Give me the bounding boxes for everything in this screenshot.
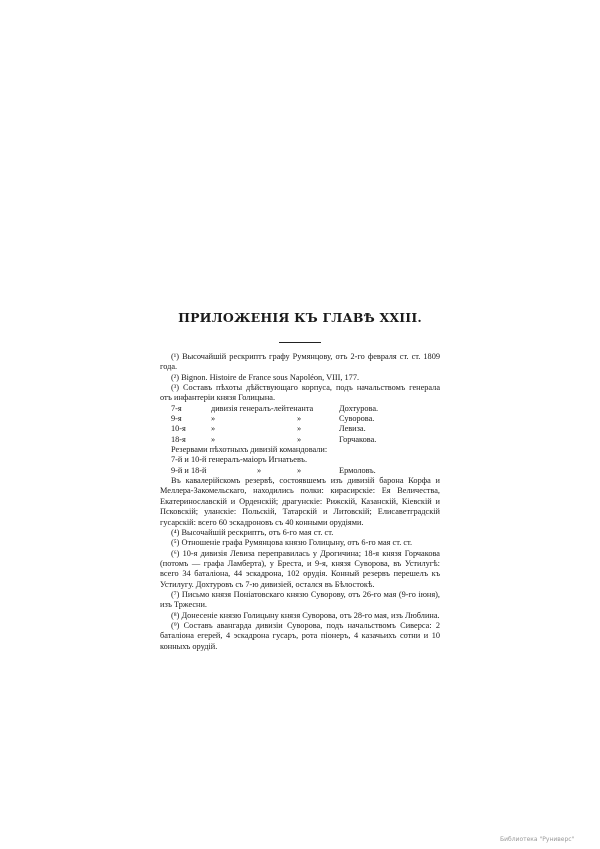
division-row xyxy=(160,424,440,434)
division-number: 9-я xyxy=(171,414,182,424)
division-number: 10-я xyxy=(171,424,186,434)
ditto-mark: » xyxy=(297,414,302,424)
notes-body xyxy=(160,352,440,652)
note-3: (³) Составъ пѣхоты дѣйствующаго корпуса, подъ начальствомъ генерала отъ инфантеріи князя Голицына. xyxy=(160,383,440,403)
note-6: (⁶) 10-я дивизія Левиза переправилась у Дрогичина; 18-я князя Горчакова (потомъ — графа Ламберта), у Бреста, и 9-я, князя Суворова, въ Устилугѣ: всего 34 баталіона, 44 эскадрона, 102 орудія. Конный резервъ перешелъ къ Устилугу. Дохтуровъ съ 7-ю дивизіей, остался въ Бѣлостокѣ. xyxy=(160,548,440,589)
library-watermark: Библиотека "Руниверс" xyxy=(500,836,575,843)
reserve-line: 7-й и 10-й генералъ-маіоръ Игнатьевъ. xyxy=(171,455,308,465)
division-commander: Левиза. xyxy=(339,424,366,434)
reserve-commander: Ермоловъ. xyxy=(339,465,376,475)
ditto-mark: » xyxy=(297,465,302,475)
note-5: (⁵) Отношеніе графа Румянцова князю Голицыну, отъ 6-го мая ст. ст. xyxy=(171,538,413,548)
ditto-mark: » xyxy=(297,434,302,444)
division-number: 7-я xyxy=(171,403,182,413)
title-rule xyxy=(279,342,321,343)
note-8: (⁸) Донесеніе князю Голицыну князя Суворова, отъ 28-го мая, изъ Люблина. xyxy=(171,610,440,620)
note-4: (⁴) Высочайшій рескриптъ, отъ 6-го мая ст. ст. xyxy=(171,527,334,537)
cavalry-paragraph: Въ кавалерійскомъ резервѣ, состоявшемъ изъ дивизій барона Корфа и Меллера-Закомельскаго, находились полки: кирасирскіе: Ея Величества, Екатеринославскій и Орденскій; драгунскіе: Рижскій, Казанскій, Кіевскій и Псковскій; уланскіе: Польскій, Татарскій и Литовскій; Елисаветградскій гусарскій: всего 60 эскадроновъ съ 40 конными орудіями. xyxy=(160,476,440,527)
division-row xyxy=(160,404,440,414)
note-9: (⁹) Составъ авангарда дивизіи Суворова, подъ начальствомъ Сиверса: 2 баталіона егерей, 4 эскадрона гусаръ, рота піонеръ, 4 казачьихъ сотни и 10 конныхъ орудій. xyxy=(160,620,440,651)
reserve-number: 9-й и 18-й xyxy=(171,465,207,475)
division-rank: дивизія генералъ-лейтенанта xyxy=(211,403,314,413)
division-number: 18-я xyxy=(171,434,186,444)
ditto-mark: » xyxy=(211,434,216,444)
ditto-mark: » xyxy=(211,424,216,434)
division-row xyxy=(160,435,440,445)
division-commander: Суворова. xyxy=(339,414,375,424)
note-2: (²) Bignon. Histoire de France sous Napoléon, VIII, 177. xyxy=(171,372,360,382)
note-7: (⁷) Письмо князя Поніатовскаго князю Суворову, отъ 26-го мая (9-го іюня), изъ Тржесни. xyxy=(160,589,440,610)
division-row xyxy=(160,414,440,424)
ditto-mark: » xyxy=(211,414,216,424)
reserve-row xyxy=(160,466,440,476)
reserve-heading: Резервами пѣхотныхъ дивизій командовали: xyxy=(171,445,328,455)
division-commander: Горчакова. xyxy=(339,434,377,444)
ditto-mark: » xyxy=(297,424,302,434)
note-1: (¹) Высочайшій рескриптъ графу Румянцову, отъ 2-го февраля ст. ст. 1809 года. xyxy=(160,352,440,372)
ditto-mark: » xyxy=(257,465,262,475)
division-commander: Дохтурова. xyxy=(339,403,379,413)
page-title: ПРИЛОЖЕНІЯ КЪ ГЛАВѢ XXIII. xyxy=(178,310,422,325)
